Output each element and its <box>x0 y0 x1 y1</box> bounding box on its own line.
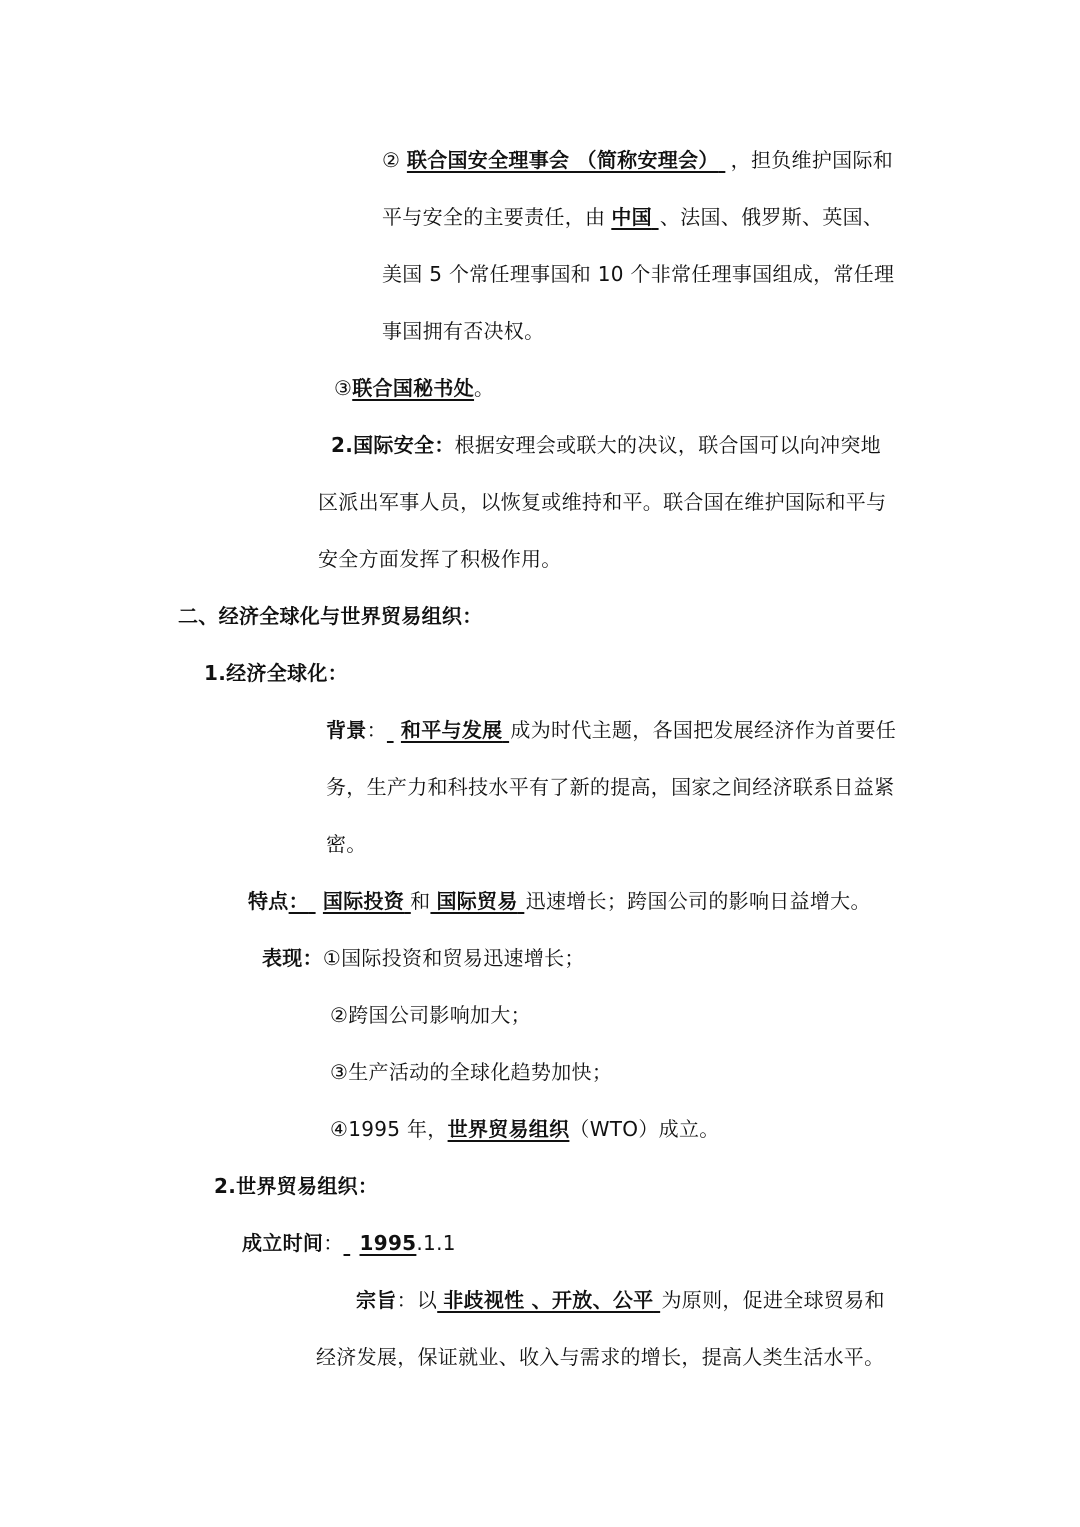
council-line-2 <box>382 202 883 232</box>
subheading-wto <box>214 1171 378 1201</box>
security-council-term: 联合国安全理事会 （简称安理会） <box>406 148 719 172</box>
council-line-2-text: 平与安全的主要责任，由 <box>382 205 606 229</box>
intl-security-line-3 <box>318 544 562 574</box>
wto-established-text: （WTO）成立。 <box>569 1117 720 1141</box>
subheading-globalization-text: 1.经济全球化： <box>204 661 348 685</box>
council-line-4-text: 事国拥有否决权。 <box>382 319 545 343</box>
features-text: 迅速增长；跨国公司的影响日益增大。 <box>525 889 871 913</box>
background-line-3 <box>326 829 367 859</box>
intl-security-line-2 <box>318 487 886 517</box>
period: 。 <box>474 376 495 400</box>
fill-blank <box>652 202 660 232</box>
intl-security-line-1 <box>331 430 881 460</box>
founding-month-day: .1.1 <box>416 1231 456 1255</box>
council-line-3-text: 美国 5 个常任理事国和 10 个非常任理事国组成，常任理 <box>382 262 895 286</box>
purpose-line-1 <box>356 1285 885 1315</box>
purpose-label: 宗旨 <box>356 1288 397 1312</box>
background-text: 成为时代主题，各国把发展经济作为首要任 <box>510 718 897 742</box>
intl-security-heading: 2.国际安全： <box>331 433 455 457</box>
intl-security-text-2: 区派出军事人员，以恢复或维持和平。联合国在维护国际和平与 <box>318 490 887 514</box>
and-text: 和 <box>410 889 431 913</box>
purpose-prefix: ：以 <box>396 1288 438 1312</box>
fill-blank <box>309 886 323 916</box>
features-label: 特点 <box>248 889 289 913</box>
purpose-text-2: 经济发展，保证就业、收入与需求的增长，提高人类生活水平。 <box>316 1345 885 1369</box>
fill-blank <box>387 715 401 745</box>
background-text-2: 务，生产力和科技水平有了新的提高，国家之间经济联系日益紧 <box>326 775 895 799</box>
purpose-line-2 <box>316 1342 884 1372</box>
council-line-1-rest: ，担负维护国际和 <box>730 148 894 172</box>
founding-date-line <box>242 1228 456 1258</box>
council-line-2-rest: 、法国、俄罗斯、英国、 <box>659 205 884 229</box>
purpose-text: 为原则，促进全球贸易和 <box>661 1288 885 1312</box>
manifestation-label: 表现： <box>262 946 323 970</box>
section-heading-2 <box>178 601 483 631</box>
peace-development-term: 和平与发展 <box>400 718 503 742</box>
founding-year: 1995 <box>359 1231 417 1255</box>
subheading-globalization <box>204 658 348 688</box>
secretariat-term: 联合国秘书处 <box>352 376 475 400</box>
wto-term: 世界贸易组织 <box>447 1117 570 1141</box>
manifestation-item-1: ①国际投资和贸易迅速增长； <box>322 946 585 970</box>
background-label: 背景 <box>326 718 367 742</box>
background-line-1 <box>326 715 896 745</box>
colon: ： <box>323 1231 344 1255</box>
council-line-4 <box>382 316 544 346</box>
manifestation-item-2: ②跨国公司影响加大； <box>330 1003 531 1027</box>
intl-investment-term: 国际投资 <box>322 889 405 913</box>
fill-blank <box>344 1228 360 1258</box>
council-line-1 <box>382 145 893 175</box>
colon: ： <box>288 889 309 913</box>
secretariat-line <box>334 373 494 403</box>
manifestation-item-3: ③生产活动的全球化趋势加快； <box>330 1060 613 1084</box>
council-line-3 <box>382 259 894 289</box>
section-heading-2-text: 二、经济全球化与世界贸易组织： <box>178 604 483 628</box>
china-term: 中国 <box>611 205 652 229</box>
manifestation-line-2 <box>330 1000 531 1030</box>
founding-date-label: 成立时间 <box>242 1231 324 1255</box>
background-line-2 <box>326 772 894 802</box>
manifestation-item-4: ④1995 年， <box>330 1117 448 1141</box>
fill-blank <box>518 886 526 916</box>
circled-number-2: ② <box>382 148 407 172</box>
background-text-3: 密。 <box>326 832 367 856</box>
intl-security-text-3: 安全方面发挥了积极作用。 <box>318 547 562 571</box>
colon: ： <box>366 718 387 742</box>
subheading-wto-text: 2.世界贸易组织： <box>214 1174 379 1198</box>
manifestation-line-1 <box>262 943 585 973</box>
circled-number-3: ③ <box>334 376 353 400</box>
fill-blank <box>719 145 731 175</box>
principles-term: 非歧视性 、开放、公平 <box>443 1288 654 1312</box>
manifestation-line-3 <box>330 1057 612 1087</box>
intl-trade-term: 国际贸易 <box>436 889 518 913</box>
manifestation-line-4 <box>330 1114 720 1144</box>
intl-security-text: 根据安理会或联大的决议，联合国可以向冲突地 <box>454 433 881 457</box>
features-line <box>248 886 871 916</box>
